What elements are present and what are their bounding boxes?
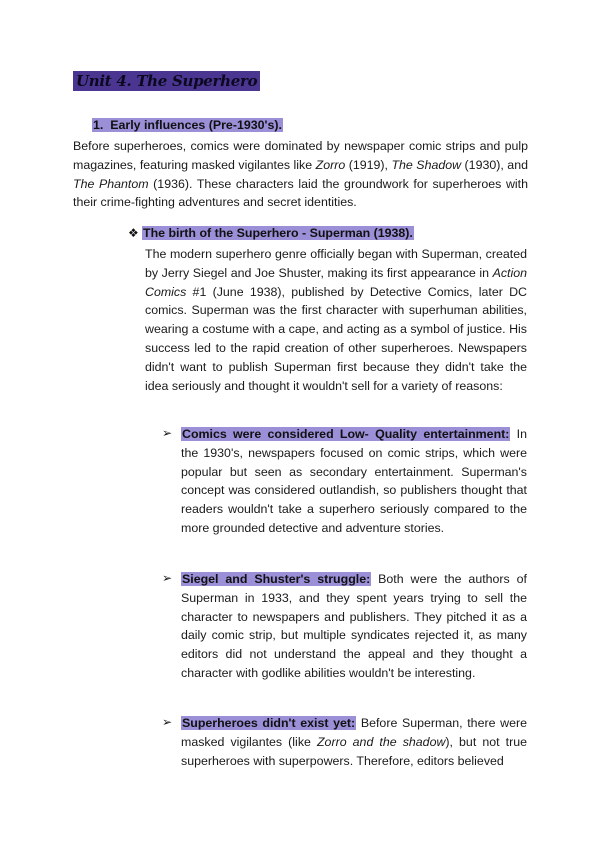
text-run: (1919), — [345, 157, 392, 172]
subsection-heading — [128, 226, 414, 240]
arrow-bullet-icon: ➢ — [162, 715, 173, 729]
text-run: Before superheroes, comics were dominated by newspaper comic strips and pulp magazines, featuring masked vigilantes like — [73, 139, 528, 172]
intro-paragraph — [73, 137, 528, 212]
unit-title: Unit 4. The Superhero — [73, 71, 260, 91]
bullet-item-low-quality — [181, 425, 527, 538]
superman-paragraph — [145, 245, 527, 395]
bullet-item-no-superheroes — [181, 714, 527, 770]
bullet-label: Comics were considered Low- Quality entertainment: — [182, 427, 510, 441]
bullet-label: Siegel and Shuster's struggle: — [182, 572, 371, 586]
bullet-text: In the 1930's, newspapers focused on comic strips, which were popular but seen as secondary entertainment. Superman's concept was considered outlandish, so publishers thought that readers wouldn't take a superhero seriously compared to the more grounded detective and adventure stories. — [181, 427, 527, 535]
section-title: Early influences (Pre-1930's). — [110, 118, 282, 132]
italic-the-phantom: The Phantom — [73, 176, 149, 191]
italic-zorro: Zorro — [315, 157, 346, 172]
diamond-bullet-icon: ❖ — [128, 226, 139, 240]
italic-action-comics: Action Comics — [145, 265, 527, 299]
text-run: The modern superhero genre officially began with Superman, created by Jerry Siegel and Joe Shuster, making its first appearance in — [145, 247, 527, 280]
bullet-text: ), but not true superheroes with superpowers. Therefore, editors believed — [181, 734, 527, 768]
subsection-title: The birth of the Superhero - Superman (1938). — [143, 226, 413, 240]
section-heading — [92, 118, 283, 132]
italic-zorro-and-the-shadow: Zorro and the shadow — [316, 734, 446, 749]
section-heading-highlight — [92, 118, 283, 132]
bullet-text: Both were the authors of Superman in 1933, and they spent years trying to sell the character to newspapers and publishers. They pitched it as a daily comic strip, but multiple syndicates rejected it, as many editors did not understand the appeal and they thought a character with godlike abilities wouldn't be interesting. — [181, 572, 527, 680]
text-run: #1 (June 1938), published by Detective Comics, later DC comics. Superman was the first character with superhuman abilities, wearing a costume with a cape, and acting as a symbol of justice. His success led to the rapid creation of other superheroes. Newspapers didn't want to publish Superman first because they didn't take the idea seriously and thought it wouldn't sell for a variety of reasons: — [145, 284, 527, 393]
text-run: (1936). These characters laid the groundwork for superheroes with their crime-fighting adventures and secret identities. — [73, 176, 528, 210]
bullet-item-struggle — [181, 570, 527, 683]
arrow-bullet-icon: ➢ — [162, 426, 173, 440]
arrow-bullet-icon: ➢ — [162, 571, 173, 585]
text-run: (1930), and — [461, 157, 528, 172]
italic-the-shadow: The Shadow — [391, 157, 462, 172]
section-number: 1. — [93, 118, 104, 132]
bullet-text: Before Superman, there were masked vigilantes (like — [181, 716, 527, 749]
bullet-label: Superheroes didn't exist yet: — [182, 716, 356, 730]
